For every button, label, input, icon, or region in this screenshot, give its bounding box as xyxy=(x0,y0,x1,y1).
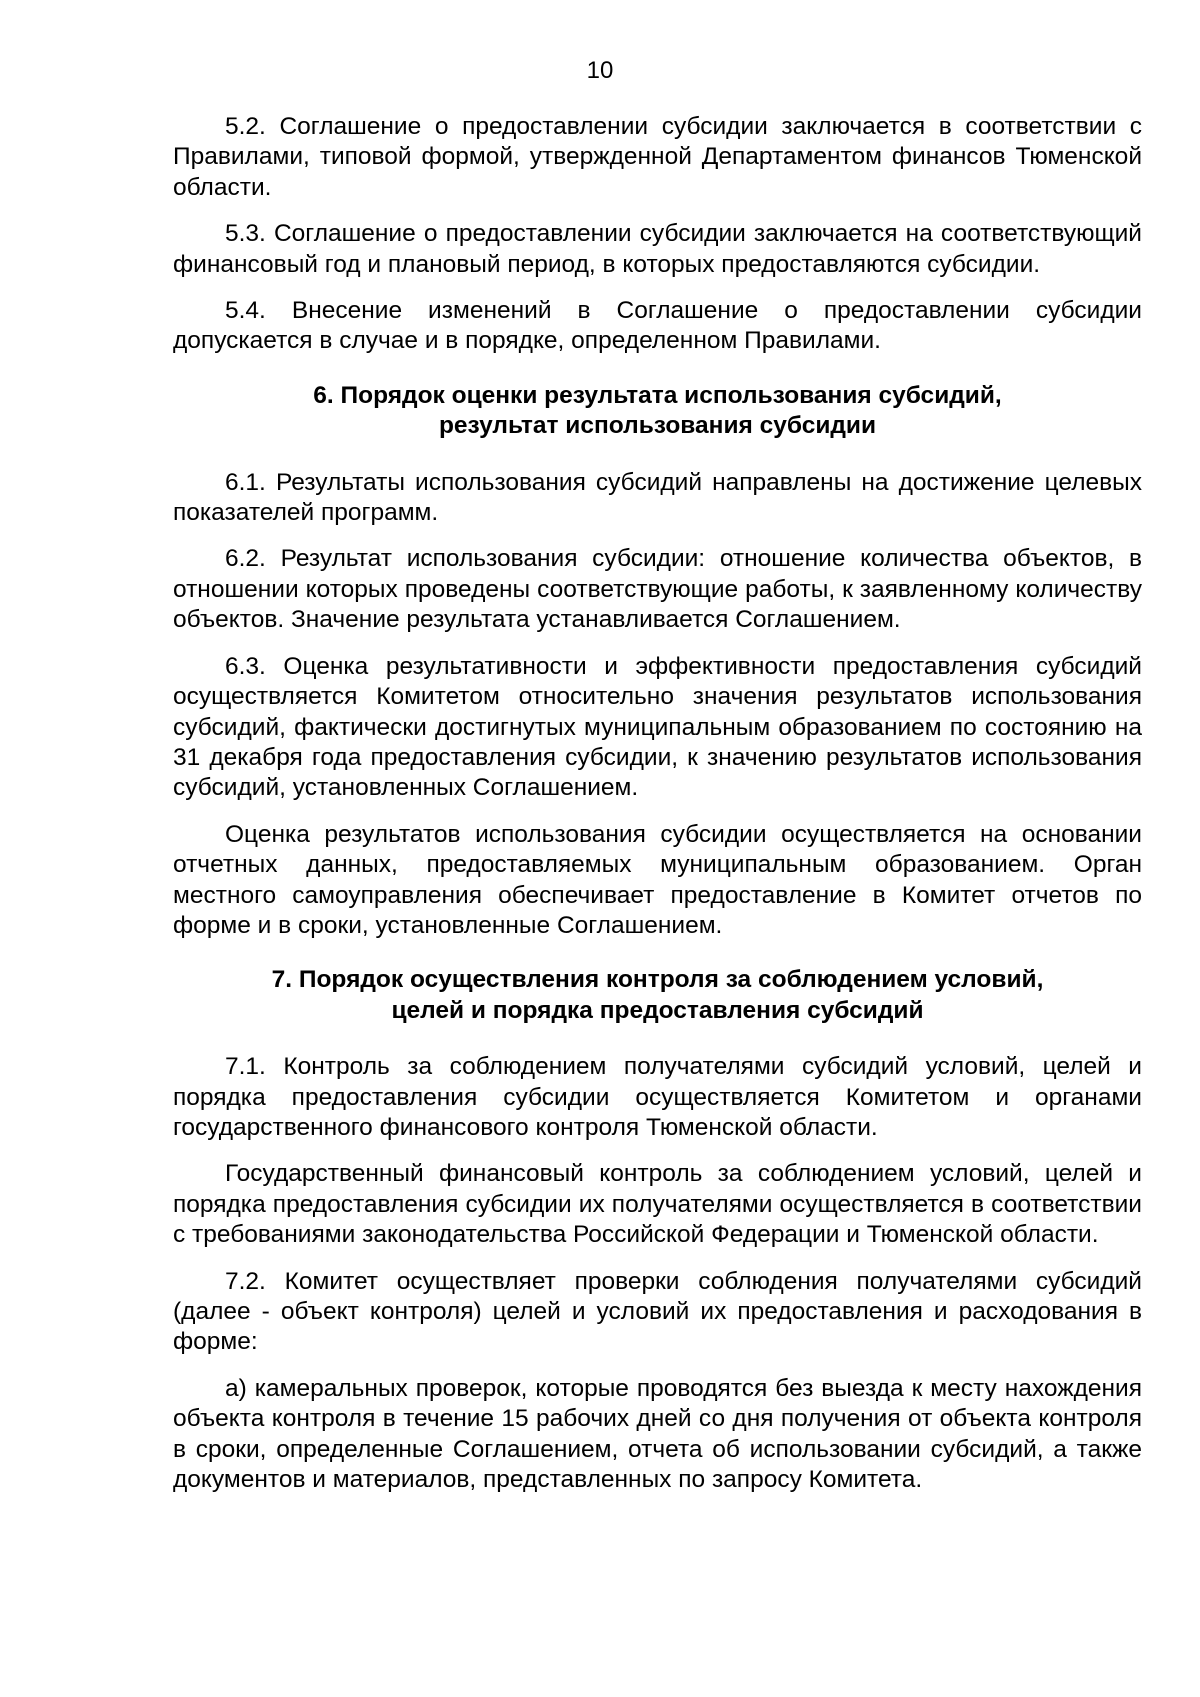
section-heading-7-line2: целей и порядка предоставления субсидий xyxy=(391,996,924,1024)
paragraph-6-2: 6.2. Результат использования субсидии: отношение количества объектов, в отношении которых проведены соответствующие работы, к заявленному количеству объектов. Значение результата устанавливается Соглашением. xyxy=(173,545,1142,634)
paragraph-6-3: 6.3. Оценка результативности и эффективности предоставления субсидий осуществляется Комитетом относительно значения результатов использования субсидий, фактически достигнутых муниципальным образованием по состоянию на 31 декабря года предоставления субсидии, к значению результатов использования субсидий, установленных Соглашением. xyxy=(173,652,1142,802)
section-heading-7 xyxy=(173,965,1142,1026)
paragraph-7-2-a: а) камеральных проверок, которые проводятся без выезда к месту нахождения объекта контроля в течение 15 рабочих дней со дня получения от объекта контроля в сроки, определенные Соглашением, отчета об использовании субсидий, а также документов и материалов, представленных по запросу Комитета. xyxy=(173,1374,1142,1494)
section-heading-6-line2: результат использования субсидии xyxy=(438,412,877,440)
paragraph-5-2: 5.2. Соглашение о предоставлении субсидии заключается в соответствии с Правилами, типовой формой, утвержденной Департаментом финансов Тюменской области. xyxy=(173,113,1142,201)
section-heading-7-line1: 7. Порядок осуществления контроля за соблюдением условий, xyxy=(271,966,1044,994)
paragraph-6-3-evaluation: Оценка результатов использования субсидии осуществляется на основании отчетных данных, предоставляемых муниципальным образованием. Орган местного самоуправления обеспечивает предоставление в Комитет отчетов по форме и в сроки, установленные Соглашением. xyxy=(173,820,1142,939)
section-heading-6 xyxy=(173,381,1142,442)
paragraph-5-4: 5.4. Внесение изменений в Соглашение о предоставлении субсидии допускается в случае и в порядке, определенном Правилами. xyxy=(173,297,1142,355)
page-number: 10 xyxy=(586,57,614,84)
paragraph-7-2: 7.2. Комитет осуществляет проверки соблюдения получателями субсидий (далее - объект контроля) целей и условий их предоставления и расходования в форме: xyxy=(173,1267,1142,1356)
paragraph-6-1: 6.1. Результаты использования субсидий направлены на достижение целевых показателей программ. xyxy=(173,468,1142,527)
paragraph-7-1-state-control: Государственный финансовый контроль за соблюдением условий, целей и порядка предоставления субсидии их получателями осуществляется в соответствии с требованиями законодательства Российской Федерации и Тюменской области. xyxy=(173,1160,1142,1249)
section-heading-6-line1: 6. Порядок оценки результата использования субсидий, xyxy=(313,381,1002,409)
document-body xyxy=(173,112,1142,1511)
paragraph-5-3: 5.3. Соглашение о предоставлении субсидии заключается на соответствующий финансовый год и плановый период, в которых предоставляются субсидии. xyxy=(173,220,1142,278)
paragraph-7-1: 7.1. Контроль за соблюдением получателями субсидий условий, целей и порядка предоставления субсидии осуществляется Комитетом и органами государственного финансового контроля Тюменской области. xyxy=(173,1053,1142,1141)
